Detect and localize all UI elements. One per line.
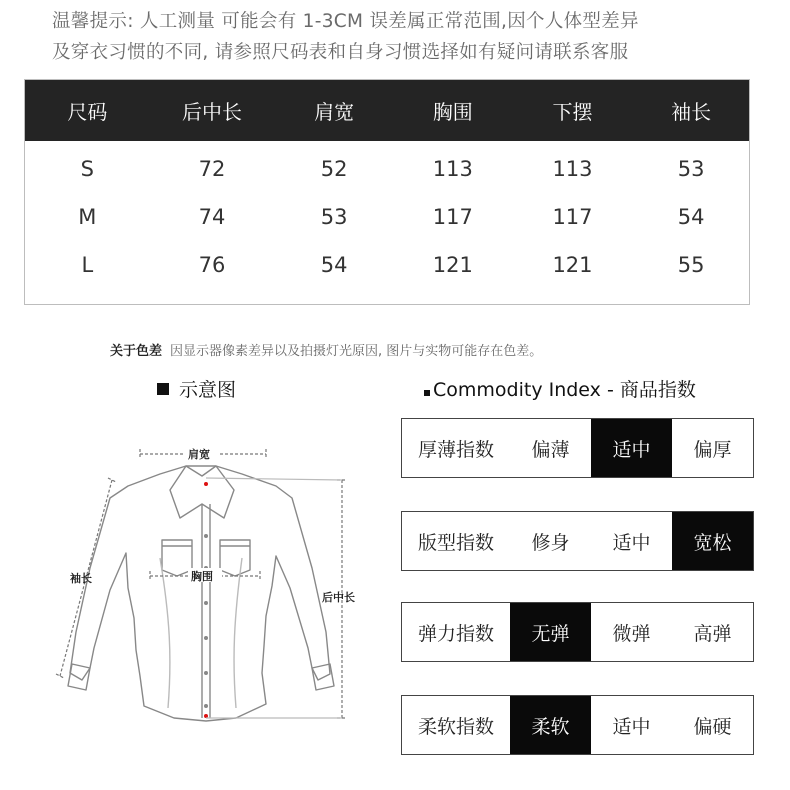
diagram-title-text: 示意图 — [179, 379, 237, 401]
shirt-diagram — [10, 418, 390, 788]
table-cell: 54 — [677, 205, 705, 229]
body-dart-right — [234, 558, 242, 708]
shirt-outline — [70, 466, 330, 721]
index-option-active: 宽松 — [672, 512, 753, 570]
index-label: 厚薄指数 — [417, 438, 494, 461]
color-note-title: 关于色差 — [110, 344, 163, 359]
table-cell: 113 — [432, 157, 473, 181]
table-cell: 76 — [198, 253, 226, 277]
index-row-softness — [401, 695, 754, 755]
diagram-title — [157, 375, 236, 402]
index-option: 偏薄 — [531, 438, 570, 461]
header-hem: 下摆 — [552, 100, 593, 124]
notice-line-1: 温馨提示: 人工测量 可能会有 1-3CM 误差属正常范围,因个人体型差异 — [52, 11, 639, 32]
table-row — [25, 193, 749, 241]
index-option: 适中 — [612, 531, 651, 554]
button — [204, 601, 208, 605]
table-row — [25, 145, 749, 193]
size-table — [24, 79, 750, 305]
header-chest: 胸围 — [432, 100, 473, 124]
header-back-length: 后中长 — [181, 100, 242, 124]
index-option-active: 柔软 — [510, 696, 591, 754]
table-cell: 74 — [198, 205, 226, 229]
shoulder-label: 肩宽 — [188, 448, 210, 461]
commodity-index-title-text: Commodity Index - 商品指数 — [433, 379, 696, 401]
color-difference-note — [110, 340, 542, 359]
button — [204, 534, 208, 538]
header-shoulder: 肩宽 — [314, 100, 355, 124]
index-label: 版型指数 — [417, 531, 494, 554]
table-cell: L — [81, 253, 94, 277]
index-row-thickness — [401, 418, 754, 478]
index-option-active: 适中 — [591, 419, 672, 477]
right-pocket — [220, 540, 250, 576]
length-label: 后中长 — [322, 591, 355, 604]
table-cell: 113 — [552, 157, 593, 181]
table-cell: 121 — [432, 253, 473, 277]
table-cell: 117 — [432, 205, 473, 229]
table-cell: 53 — [320, 205, 348, 229]
index-row-elasticity — [401, 602, 754, 662]
sleeve-label: 袖长 — [70, 572, 92, 585]
notice-line-2: 及穿衣习惯的不同, 请参照尺码表和自身习惯选择如有疑问请联系客服 — [52, 42, 629, 63]
table-cell: 117 — [552, 205, 593, 229]
index-label: 弹力指数 — [417, 622, 494, 645]
button — [204, 671, 208, 675]
table-cell: S — [80, 157, 94, 181]
header-size: 尺码 — [67, 100, 108, 124]
index-option: 偏硬 — [693, 715, 732, 738]
table-cell: 121 — [552, 253, 593, 277]
index-option: 微弹 — [612, 622, 651, 645]
table-cell: M — [78, 205, 97, 229]
button — [204, 704, 208, 708]
header-sleeve: 袖长 — [671, 100, 712, 124]
index-option: 高弹 — [693, 622, 732, 645]
index-label: 柔软指数 — [417, 715, 494, 738]
table-cell: 54 — [320, 253, 348, 277]
table-cell: 72 — [198, 157, 226, 181]
square-bullet-icon — [157, 383, 169, 395]
button — [204, 636, 208, 640]
size-notice — [52, 6, 772, 68]
commodity-index-title — [424, 375, 696, 402]
table-cell: 52 — [320, 157, 348, 181]
body-dart-left — [160, 558, 170, 708]
square-bullet-icon — [424, 390, 430, 396]
index-option: 偏厚 — [693, 438, 732, 461]
index-option: 适中 — [612, 715, 651, 738]
left-cuff — [68, 664, 90, 690]
index-option: 修身 — [531, 531, 570, 554]
left-pocket — [162, 540, 192, 576]
table-cell: 53 — [677, 157, 705, 181]
shoulder-center-marker — [204, 482, 208, 486]
size-table-header — [25, 80, 749, 141]
table-cell: 55 — [677, 253, 705, 277]
color-note-text: 因显示器像素差异以及拍摄灯光原因, 图片与实物可能存在色差。 — [170, 344, 543, 359]
table-row — [25, 241, 749, 289]
index-row-fit — [401, 511, 754, 571]
chest-label: 胸围 — [191, 570, 213, 583]
index-option-active: 无弹 — [510, 603, 591, 661]
